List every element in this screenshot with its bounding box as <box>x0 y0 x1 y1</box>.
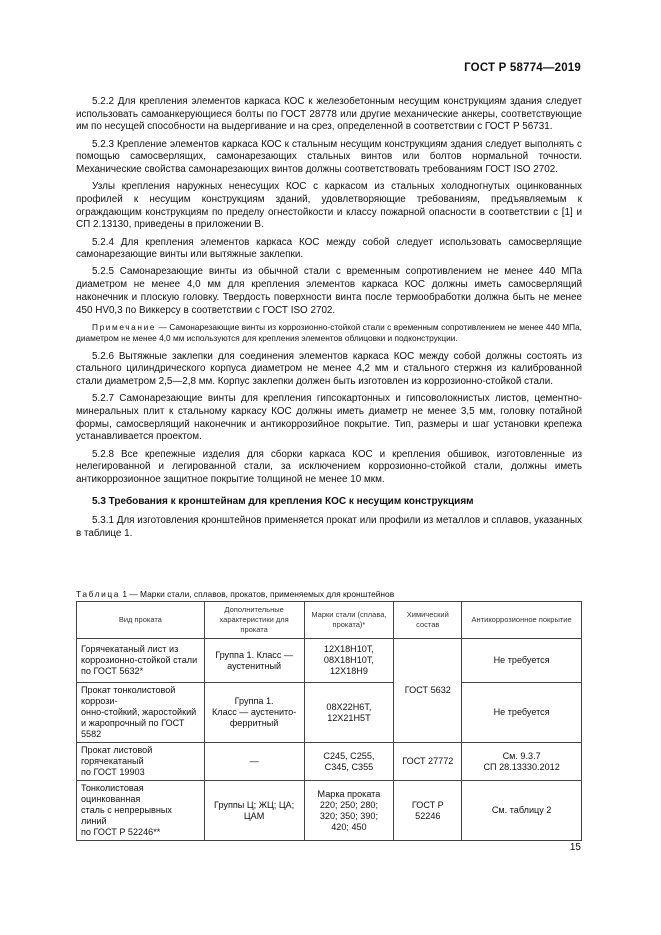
table-caption-label: Таблица <box>76 589 121 599</box>
cell-line: 08Х18Н10Т, <box>323 655 374 665</box>
cell-line: аустенитный <box>227 660 282 671</box>
cell-line: СП 28.13330.2012 <box>483 761 560 772</box>
cell-line: и жаропрочный по ГОСТ 5582 <box>81 718 185 739</box>
cell-line: Марка проката <box>317 788 381 799</box>
cell-line: Группы Ц; ЖЦ; ЦА; <box>214 799 295 810</box>
cell-line: Прокат листовой горячекатаный <box>81 745 153 766</box>
cell-line: Класс — аустенито- <box>211 707 297 717</box>
cell-line: 220; 250; 280; <box>319 799 378 810</box>
paragraph-5-3-1: 5.3.1 Для изготовления кронштейнов применяется прокат или профили из металлов и сплавов, указанных в таблице 1. <box>76 515 582 540</box>
cell-line: Прокат тонколистовой коррози- <box>81 685 176 706</box>
cell-line: 320; 350; 390; <box>319 810 378 821</box>
cell-chemical-composition: ГОСТ 5632 <box>394 639 462 743</box>
paragraph-5-2-3: 5.2.3 Крепление элементов каркаса КОС к стальным несущим конструкциям здания следует выполнять с помощью самосверлящих, самонарезающих стальных винтов или болтов нормальной точности. Механические свойства самонарезающих винтов должны соответствовать требованиям ГОСТ ISO 2702. <box>76 138 582 176</box>
paragraph-5-2-2: 5.2.2 Для крепления элементов каркаса КОС к железобетонным несущим конструкциям здания следует использовать самоанкерующиеся болты по ГОСТ 28778 или другие механические анкеры, соответствующие им по несущей способности на выдергивание и на срез, определенной в соответствии с ГОСТ Р 56731. <box>76 96 582 133</box>
header-additional-characteristics: Дополнительные характеристики для проката <box>204 602 304 639</box>
cell-line: ЦАМ <box>243 810 265 821</box>
cell-line: 12Х18Н9 <box>329 666 368 676</box>
cell-anticorrosion-coating: Не требуется <box>462 639 582 683</box>
table-row <box>77 639 582 683</box>
header-chemical-composition: Химический состав <box>394 602 462 639</box>
note <box>76 322 582 344</box>
cell-line: Тонколистовая оцинкованная <box>81 783 144 804</box>
cell-line: 52246 <box>415 810 441 821</box>
note-label: Примечание <box>92 321 157 332</box>
cell-line: онно-стойкий, жаростойкий <box>81 707 197 717</box>
cell-additional-characteristics <box>204 683 304 743</box>
paragraph-5-2-8: 5.2.8 Все крепежные изделия для сборки каркаса КОС и крепления обшивок, изготовленные из нелегированной и легированной стали, за исключением коррозионно-стойкой стали, должны иметь антикоррозионное защитное покрытие толщиной не менее 10 мкм. <box>76 448 582 486</box>
steel-grades-table <box>76 601 582 841</box>
cell-line: ГОСТ Р <box>411 799 444 810</box>
cell-line: 420; 450 <box>331 821 367 832</box>
cell-line: С345, С355 <box>324 761 374 772</box>
cell-rolled-product-type <box>77 683 205 743</box>
paragraph-5-2-7: 5.2.7 Самонарезающие винты для крепления гипсокартонных и гипсоволокнистых листов, цементно-минеральных плит к стальному каркасу КОС должны иметь диаметр не менее 3,5 мм, головку потайной формы, самосверлящий наконечник и антикоррозийное покрытие. Тип, размеры и шаг установки крепежа устанавливается проектом. <box>76 393 582 443</box>
table-row <box>77 743 582 781</box>
cell-line: См. 9.3.7 <box>502 750 541 761</box>
cell-steel-grades <box>304 743 394 781</box>
page-number: 15 <box>569 842 581 853</box>
cell-line: по ГОСТ 5632* <box>81 666 144 676</box>
section-heading-5-3: 5.3 Требования к кронштейнам для крепления КОС к несущим конструкциям <box>92 495 474 507</box>
header-anticorrosion-coating: Антикоррозионное покрытие <box>462 602 582 639</box>
cell-rolled-product-type <box>77 743 205 781</box>
cell-line: коррозионно-стойкой стали <box>81 655 198 665</box>
cell-line: Группа 1. <box>234 696 274 706</box>
cell-anticorrosion-coating <box>462 743 582 781</box>
cell-line: 12Х21Н5Т <box>327 712 371 723</box>
cell-line: по ГОСТ 19903 <box>81 767 145 777</box>
table-caption-text: 1 — Марки стали, сплавов, прокатов, применяемых для кронштейнов <box>120 589 395 599</box>
cell-line: Группа 1. Класс — <box>215 649 294 660</box>
cell-line: С245, С255, <box>323 750 375 761</box>
cell-rolled-product-type <box>77 781 205 841</box>
paragraph-5-2-3-fastening-units: Узлы крепления наружных ненесущих КОС с каркасом из стальных холодногнутых оцинкованных профилей к несущим конструкциям зданий, удовлетворяющие требованиям, предъявляемым к ограждающим конструкциям по пределу огнестойкости и классу пожарной опасности в соответствии с [1] и СП 2.13130, приведены в приложении В. <box>76 181 582 231</box>
cell-line: 08Х22Н6Т, <box>326 701 372 712</box>
cell-line: по ГОСТ Р 52246** <box>81 827 161 837</box>
table-row <box>77 781 582 841</box>
header-rolled-product-type: Вид проката <box>77 602 205 639</box>
cell-steel-grades <box>304 683 394 743</box>
table-header-row <box>77 602 582 639</box>
paragraph-5-2-6: 5.2.6 Вытяжные заклепки для соединения элементов каркаса КОС между собой должны состоять из стального цилиндрического корпуса диаметром не менее 4,2 мм и стального стержня из калиброванной стали диаметром 2,5—2,8 мм. Корпус заклепки должен быть изготовлен из коррозионно-стойкой стали. <box>76 350 582 388</box>
cell-line: 12Х18Н10Т, <box>323 644 374 654</box>
document-body <box>76 96 582 545</box>
cell-steel-grades <box>304 639 394 683</box>
paragraph-5-2-5: 5.2.5 Самонарезающие винты из обычной стали с временным сопротивлением не менее 440 МПа диаметром не менее 4,0 мм для крепления элементов каркаса КОС должны иметь самосверлящий наконечник и плоскую головку. Твердость поверхности винта после термообработки должна быть не менее 450 HV0,3 по Виккерсу в соответствии с ГОСТ ISO 2702. <box>76 266 582 316</box>
table-row <box>77 683 582 743</box>
header-steel-grades: Марки стали (сплава, проката)* <box>304 602 394 639</box>
cell-anticorrosion-coating: Не требуется <box>462 683 582 743</box>
cell-rolled-product-type <box>77 639 205 683</box>
cell-chemical-composition <box>394 781 462 841</box>
cell-additional-characteristics <box>204 781 304 841</box>
cell-additional-characteristics: — <box>204 743 304 781</box>
cell-line: сталь с непрерывных линий <box>81 805 172 826</box>
note-text: — Самонарезающие винты из коррозионно-стойкой стали с временным сопротивлением не менее 440 МПа, диаметром не менее 4,0 мм используются для крепления элементов облицовки и подконструкции. <box>76 321 582 343</box>
cell-anticorrosion-coating: См. таблицу 2 <box>462 781 582 841</box>
paragraph-5-2-4: 5.2.4 Для крепления элементов каркаса КОС между собой следует использовать самосверлящие самонарезающие винты или вытяжные заклепки. <box>76 236 582 261</box>
standard-number-header: ГОСТ Р 58774—2019 <box>464 62 581 74</box>
table-caption <box>76 589 394 599</box>
cell-steel-grades <box>304 781 394 841</box>
cell-additional-characteristics <box>204 639 304 683</box>
cell-line: ферритный <box>229 718 279 728</box>
cell-chemical-composition: ГОСТ 27772 <box>394 743 462 781</box>
cell-line: Горячекатаный лист из <box>81 644 179 654</box>
